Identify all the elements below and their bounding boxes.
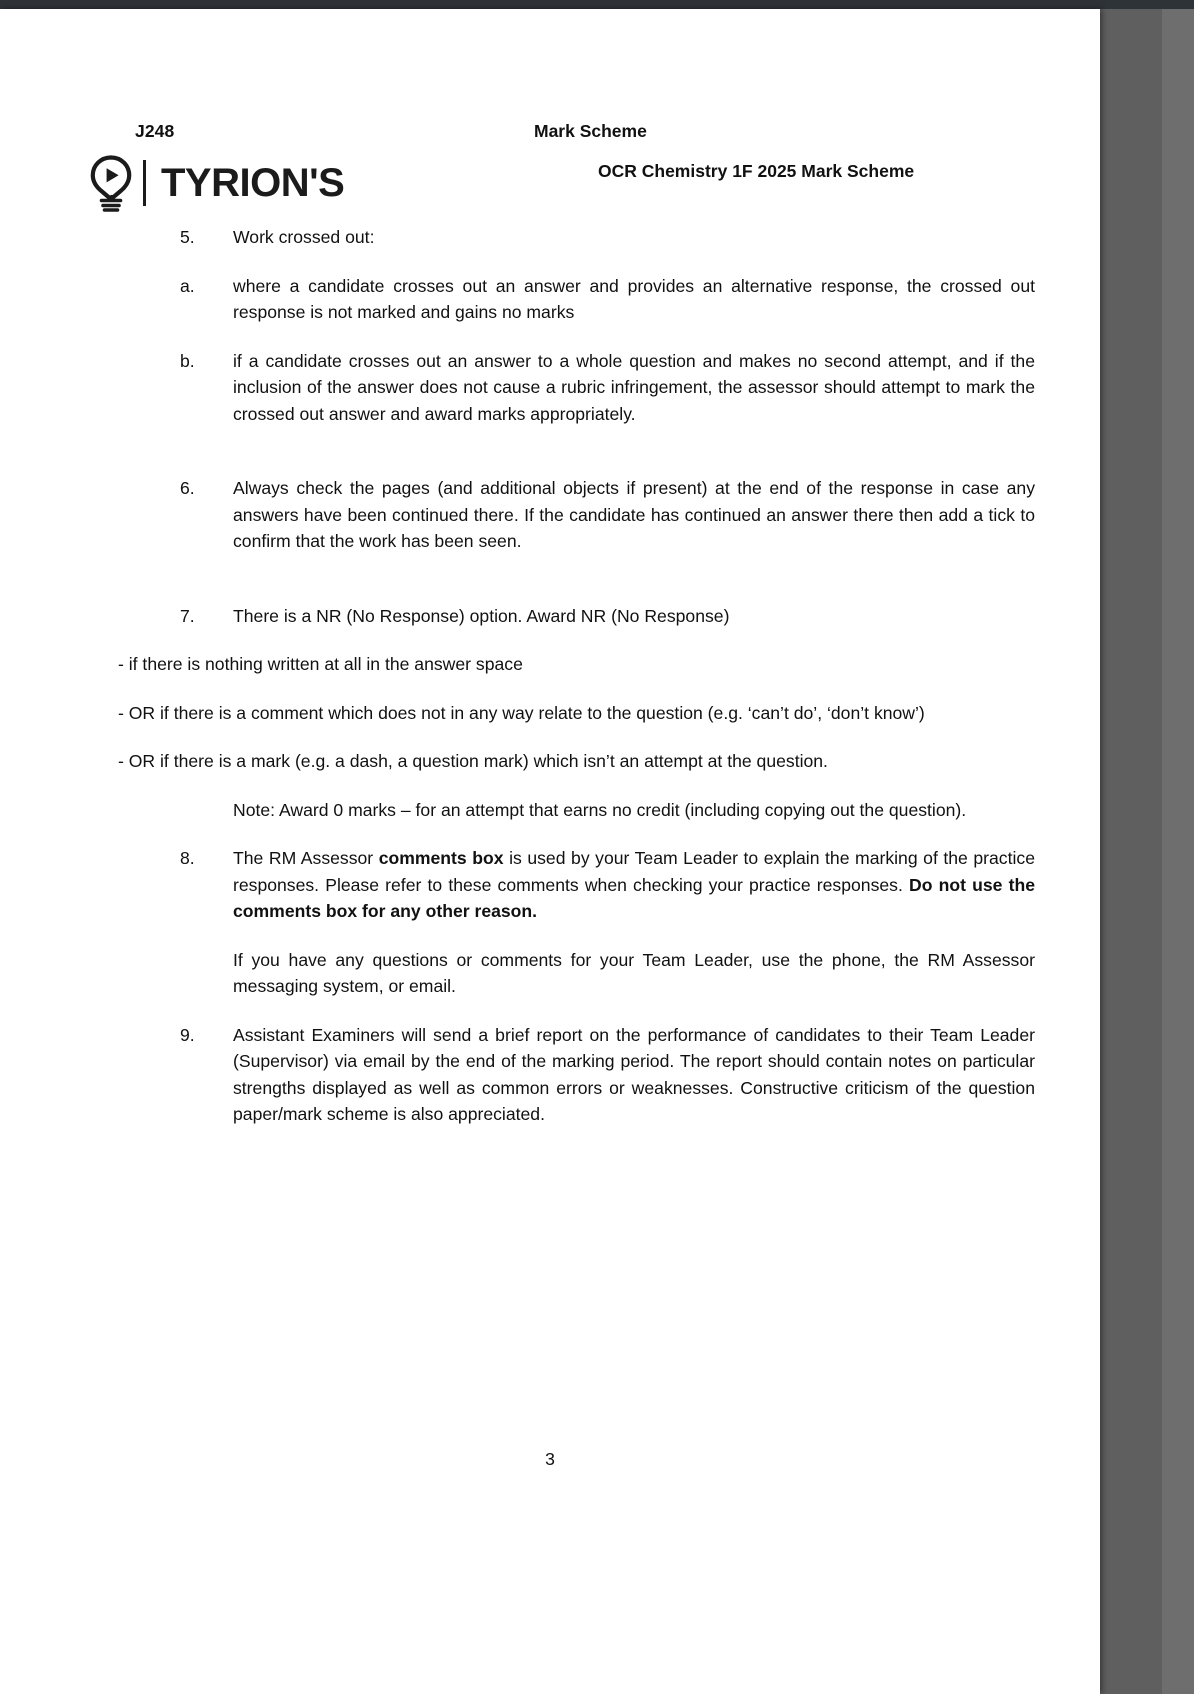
item-marker: 6. <box>180 478 195 498</box>
item-text: if a candidate crosses out an answer to a whole question and makes no second attempt, and if the inclusion of the answer does not cause a rubric infringement, the assessor should attempt to mark the crossed out answer and award marks appropriately. <box>233 350 1035 424</box>
item8-bold-comments-box: comments box <box>378 848 504 868</box>
paper-code: J248 <box>135 121 175 141</box>
item-marker: b. <box>180 350 195 371</box>
list-item-5b <box>180 348 1035 428</box>
header-subtitle: OCR Chemistry 1F 2025 Mark Scheme <box>598 161 915 181</box>
app-chrome-bar <box>0 0 1194 9</box>
item-text: where a candidate crosses out an answer and provides an alternative response, the crossed out response is not marked and gains no marks <box>233 275 1035 322</box>
header-title: Mark Scheme <box>534 121 647 141</box>
brand-divider <box>143 160 146 206</box>
nr-condition-3: - OR if there is a mark (e.g. a dash, a question mark) which isn’t an attempt at the question. <box>118 751 828 771</box>
document-page <box>0 9 1100 1694</box>
brand-logo <box>88 151 344 215</box>
item-text: Assistant Examiners will send a brief report on the performance of candidates to their Team Leader (Supervisor) via email by the end of the marking period. The report should contain notes on particular strengths displayed as well as common errors or weaknesses. Constructive criticism of the question paper/mark scheme is also appreciated. <box>233 1024 1035 1124</box>
item-text: Always check the pages (and additional objects if present) at the end of the response in case any answers have been continued there. If the candidate has continued an answer there then add a tick to confirm that the work has been seen. <box>233 478 1035 551</box>
list-item-9 <box>180 1022 1035 1128</box>
item-marker: a. <box>180 275 195 296</box>
list-item-5 <box>180 224 1035 251</box>
nr-condition-1: - if there is nothing written at all in the answer space <box>118 654 523 674</box>
item-text: There is a NR (No Response) option. Award NR (No Response) <box>233 605 730 626</box>
item8-part2: is used by your Team Leader to explain the marking of the practice responses. Please refer to these comments when checking your practice responses. <box>233 848 1035 895</box>
item8-bold-warning: Do not use the comments box for any other reason. <box>233 874 1035 921</box>
item-marker: 5. <box>180 227 195 247</box>
item-text <box>233 845 1035 925</box>
list-item-7 <box>180 603 1035 630</box>
lightbulb-play-icon <box>88 154 134 212</box>
spacer <box>180 577 1035 603</box>
item-marker: 9. <box>180 1024 195 1045</box>
item-text: Work crossed out: <box>233 227 375 247</box>
item-marker: 8. <box>180 848 195 868</box>
list-item-5a <box>180 273 1035 326</box>
viewer-gutter <box>1162 9 1194 1694</box>
list-item-8 <box>180 845 1035 925</box>
page-number: 3 <box>545 1449 555 1469</box>
item8-part1: The RM Assessor <box>233 848 379 868</box>
page-body <box>0 224 1100 1150</box>
note-paragraph: Note: Award 0 marks – for an attempt that earns no credit (including copying out the question). <box>233 799 967 820</box>
item8-followup-paragraph: If you have any questions or comments for your Team Leader, use the phone, the RM Assessor messaging system, or email. <box>233 949 1035 996</box>
item-marker: 7. <box>180 605 195 626</box>
list-item-6 <box>180 475 1035 555</box>
nr-condition-2: - OR if there is a comment which does not in any way relate to the question (e.g. ‘can’t do’, ‘don’t know’) <box>118 702 925 723</box>
spacer <box>180 449 1035 475</box>
page-header <box>0 9 1100 224</box>
brand-name: TYRION'S <box>161 161 345 205</box>
